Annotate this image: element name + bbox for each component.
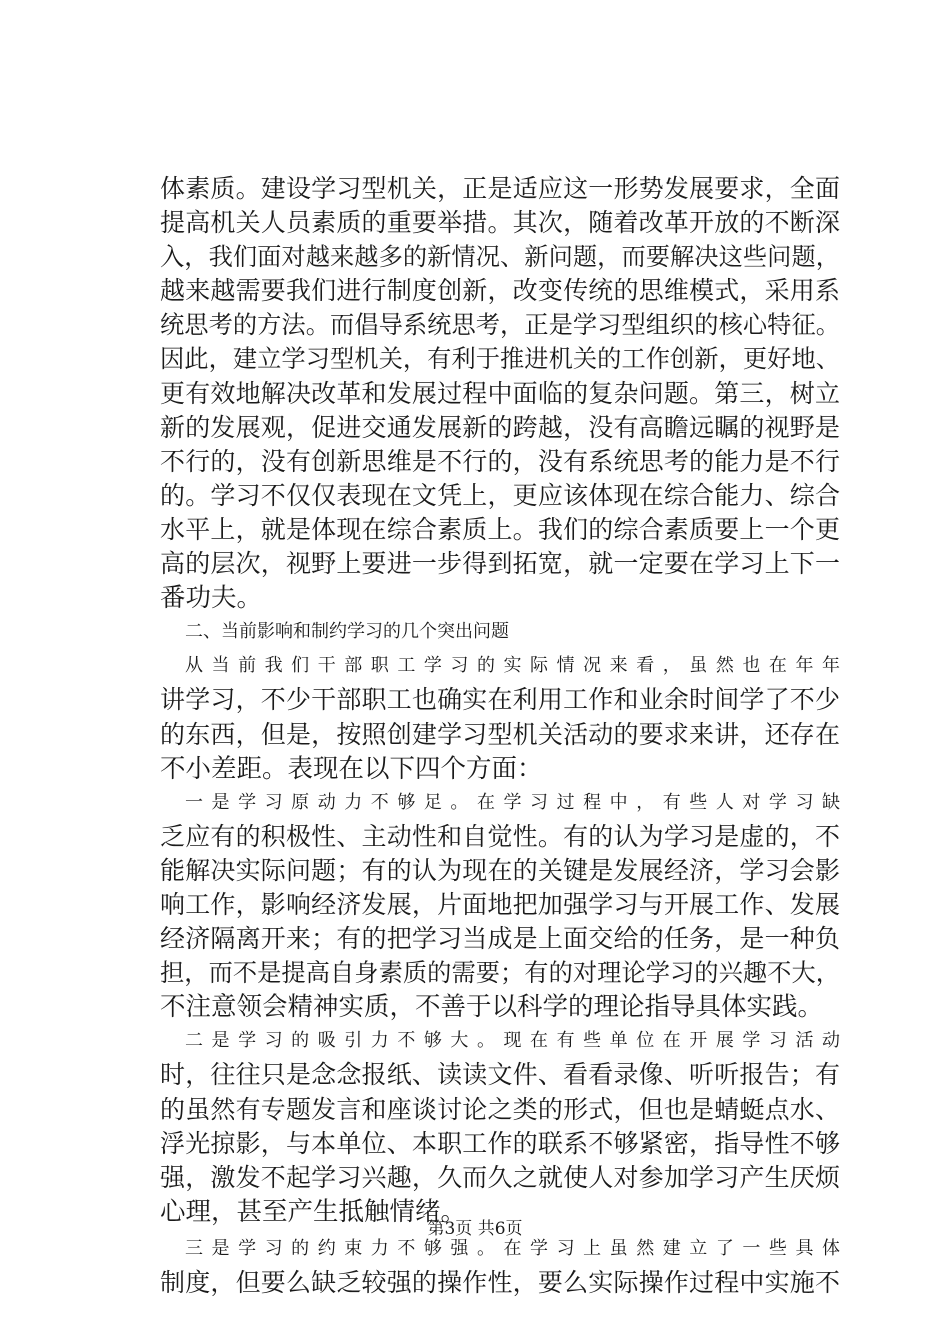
text-line: 提高机关人员素质的重要举措。其次，随着改革开放的不断深 bbox=[160, 208, 840, 238]
text-line: 不行的，没有创新思维是不行的，没有系统思考的能力是不行 bbox=[160, 446, 840, 476]
text-line: 浮光掠影，与本单位、本职工作的联系不够紧密，指导性不够 bbox=[160, 1128, 840, 1158]
text-line: 更有效地解决改革和发展过程中面临的复杂问题。第三，树立 bbox=[160, 378, 840, 408]
text-line: 统思考的方法。而倡导系统思考，正是学习型组织的核心特征。 bbox=[160, 310, 840, 340]
text-line: 水平上，就是体现在综合素质上。我们的综合素质要上一个更 bbox=[160, 514, 840, 544]
text-line: 二是学习的吸引力不够大。现在有些单位在开展学习活动 bbox=[185, 1030, 840, 1052]
text-line: 能解决实际问题；有的认为现在的关键是发展经济，学习会影 bbox=[160, 855, 840, 885]
section-heading: 二、当前影响和制约学习的几个突出问题 bbox=[185, 621, 509, 643]
text-line: 越来越需要我们进行制度创新，改变传统的思维模式，采用系 bbox=[160, 276, 840, 306]
text-line: 三是学习的约束力不够强。在学习上虽然建立了一些具体 bbox=[185, 1237, 840, 1259]
document-body bbox=[160, 172, 840, 1300]
text-line: 强，激发不起学习兴趣，久而久之就使人对参加学习产生厌烦 bbox=[160, 1162, 840, 1192]
text-line: 的虽然有专题发言和座谈讨论之类的形式，但也是蜻蜓点水、 bbox=[160, 1094, 840, 1124]
text-line: 制度，但要么缺乏较强的操作性，要么实际操作过程中实施不 bbox=[160, 1268, 840, 1297]
text-line: 番功夫。 bbox=[160, 583, 263, 614]
text-line: 心理，甚至产生抵触情绪。 bbox=[160, 1196, 467, 1227]
text-line: 时，往往只是念念报纸、读读文件、看看录像、听听报告；有 bbox=[160, 1060, 840, 1090]
text-line: 的东西，但是，按照创建学习型机关活动的要求来讲，还存在 bbox=[160, 719, 840, 749]
text-line: 不小差距。表现在以下四个方面： bbox=[160, 753, 543, 784]
text-line: 乏应有的积极性、主动性和自觉性。有的认为学习是虚的，不 bbox=[160, 821, 840, 851]
text-line: 响工作，影响经济发展，片面地把加强学习与开展工作、发展 bbox=[160, 889, 840, 919]
text-line: 入，我们面对越来越多的新情况、新问题，而要解决这些问题， bbox=[160, 242, 840, 272]
text-line: 担，而不是提高自身素质的需要；有的对理论学习的兴趣不大， bbox=[160, 958, 840, 988]
text-line: 一是学习原动力不够足。在学习过程中，有些人对学习缺 bbox=[185, 791, 840, 813]
text-line: 的。学习不仅仅表现在文凭上，更应该体现在综合能力、综合 bbox=[160, 480, 840, 510]
text-line: 因此，建立学习型机关，有利于推进机关的工作创新，更好地、 bbox=[160, 344, 840, 374]
text-line: 不注意领会精神实质，不善于以科学的理论指导具体实践。 bbox=[160, 992, 824, 1023]
text-line: 从当前我们干部职工学习的实际情况来看，虽然也在年年 bbox=[185, 655, 840, 677]
text-line: 经济隔离开来；有的把学习当成是上面交给的任务，是一种负 bbox=[160, 924, 840, 954]
text-line: 体素质。建设学习型机关，正是适应这一形势发展要求，全面 bbox=[160, 174, 840, 203]
page-number-footer: 第3页 共6页 bbox=[427, 1219, 523, 1239]
text-line: 新的发展观，促进交通发展新的跨越，没有高瞻远瞩的视野是 bbox=[160, 412, 840, 442]
text-line: 讲学习，不少干部职工也确实在利用工作和业余时间学了不少 bbox=[160, 685, 840, 715]
text-line: 高的层次，视野上要进一步得到拓宽，就一定要在学习上下一 bbox=[160, 549, 840, 579]
